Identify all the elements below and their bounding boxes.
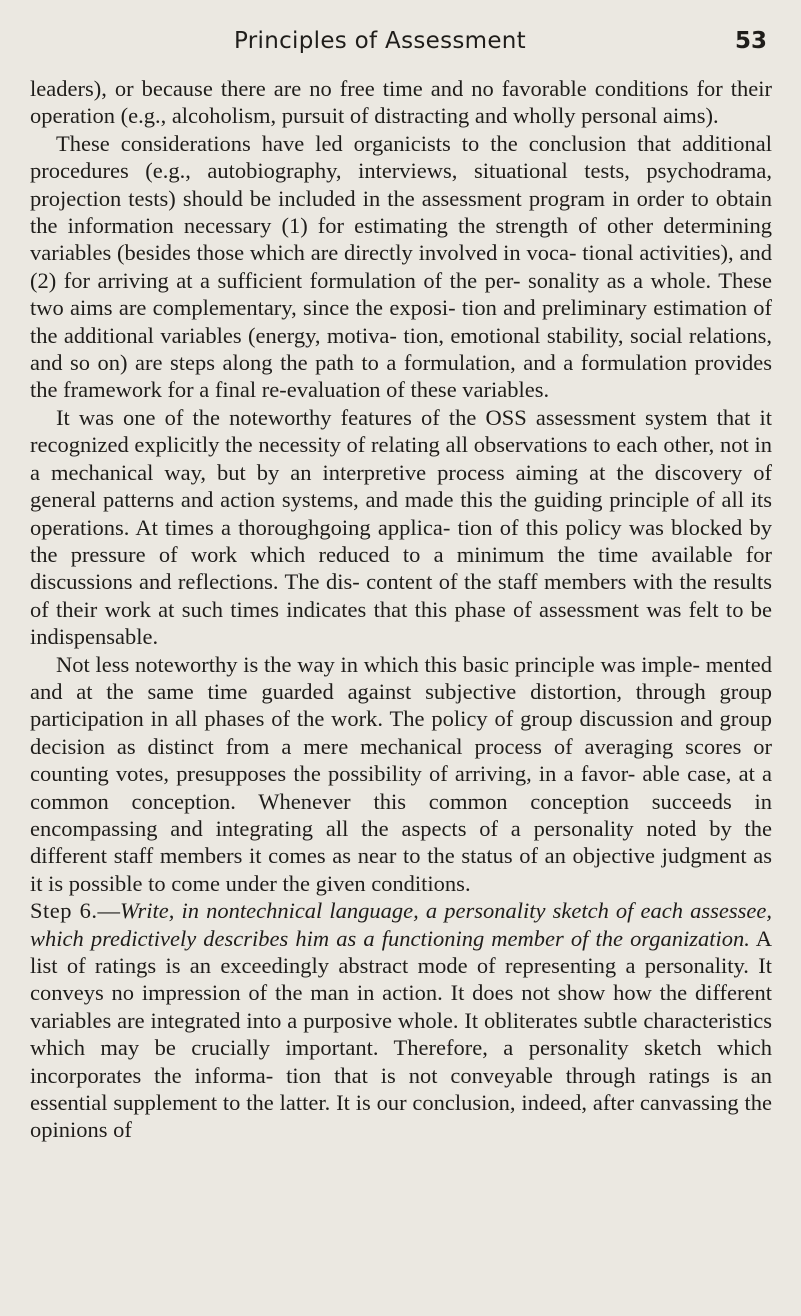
body-text [30, 75, 772, 1144]
paragraph-oss-features: It was one of the noteworthy features of the OSS assessment system that it recognized explicitly the necessity of relating all observations to each other, not in a mechanical way, but by an interpretive process aiming at the discovery of general patterns and action systems, and made this the guiding principle of all its operations. At times a thoroughgoing applica- tion of this policy was blocked by the pressure of work which reduced to a minimum the time available for discussions and reflections. The dis- content of the staff members with the results of their work at such times indicates that this phase of assessment was felt to be indispensable. [30, 404, 772, 650]
paragraph-considerations: These considerations have led organicists to the conclusion that additional procedures (e.g., autobiography, interviews, situational tests, psychodrama, projection tests) should be included in the assessment program in order to obtain the information necessary (1) for estimating the strength of other determining variables (besides those which are directly involved in voca- tional activities), and (2) for arriving at a sufficient formulation of the per- sonality as a whole. These two aims are complementary, since the exposi- tion and preliminary estimation of the additional variables (energy, motiva- tion, emotional stability, social relations, and so on) are steps along the path to a formulation, and a formulation provides the framework for a final re-evaluation of these variables. [30, 130, 772, 403]
step-text: A list of ratings is an exceedingly abstract mode of representing a personality. It conveys no impression of the man in action. It does not show how the different variables are integrated into a purposive whole. It obliterates subtle characteristics which may be crucially important. Therefore, a personality sketch which incorporates the informa- tion that is not conveyable through ratings is an essential supplement to the latter. It is our conclusion, indeed, after canvassing the opinions of [30, 925, 773, 1143]
paragraph-group-participation: Not less noteworthy is the way in which this basic principle was imple- mented and at the same time guarded against subjective distortion, through group participation in all phases of the work. The policy of group discussion and group decision as distinct from a mere mechanical process of averaging scores or counting votes, presupposes the possibility of arriving, in a favor- able case, at a common conception. Whenever this common conception succeeds in encompassing and integrating all the aspects of a personality noted by the different staff members it comes as near to the status of an objective judgment as it is possible to come under the given conditions. [30, 651, 772, 896]
step-heading: Write, in nontechnical language, a personality sketch of each assessee, which predictively describes him as a functioning member of the organization. [30, 898, 772, 951]
running-title: Principles of Assessment [234, 28, 527, 54]
step-dash: — [97, 898, 120, 924]
page-number: 53 [734, 28, 767, 54]
step-6-paragraph [30, 897, 772, 1144]
running-head [30, 22, 783, 62]
step-label: Step 6. [30, 898, 98, 924]
paragraph-continuation: leaders), or because there are no free time and no favorable conditions for their operation (e.g., alcoholism, pursuit of distracting and wholly personal aims). [30, 76, 772, 129]
